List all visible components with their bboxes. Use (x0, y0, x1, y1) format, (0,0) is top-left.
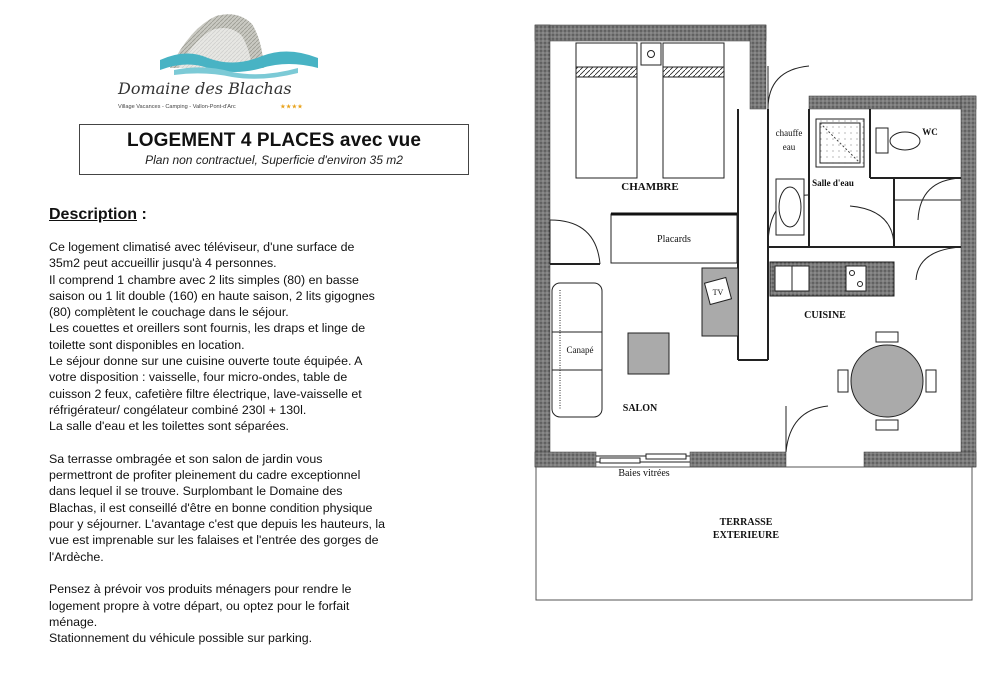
description-line: 35m2 peut accueillir jusqu'à 4 personnes. (49, 256, 277, 271)
description-line: toilette sont disponibles en location. (49, 337, 245, 352)
logo-brand-text: Domaine des Blachas (118, 79, 292, 98)
baies-vitrees (596, 454, 690, 463)
label-eau: eau (782, 142, 796, 152)
label-canape: Canapé (566, 345, 594, 355)
description-line: dans lequel il se trouve. Surplombant le Domaine des (49, 484, 343, 499)
label-wc: WC (922, 127, 938, 137)
label-salon: SALON (622, 403, 658, 414)
description-line: Stationnement du véhicule possible sur parking. (49, 631, 313, 646)
coffee-table (628, 333, 669, 374)
label-baies: Baies vitrées (618, 468, 670, 479)
label-salle-eau: Salle d'eau (812, 178, 854, 188)
dining-table (838, 332, 936, 430)
description-heading-label: Description (49, 206, 138, 223)
description-line: Ce logement climatisé avec téléviseur, d'une surface de (49, 240, 355, 254)
page-subtitle: Plan non contractuel, Superficie d'environ 35 m2 (145, 153, 403, 167)
description-heading-colon: : (137, 206, 147, 223)
shower (816, 119, 864, 167)
description-line: vue est imprenable sur les falaises et l'entrée des gorges de (49, 533, 379, 548)
description-line: votre disposition : vaisselle, four micro-ondes, table de (49, 370, 348, 385)
label-terrasse: TERRASSE (719, 517, 773, 528)
logo-tagline-text: Village Vacances - Camping - Vallon-Pont-d'Arc (118, 104, 236, 110)
description-heading (49, 206, 147, 224)
description-line: (80) complètent le couchage dans le séjour. (49, 305, 289, 320)
bed-right (663, 43, 724, 178)
description-line: l'Ardèche. (49, 549, 104, 564)
toilet (876, 128, 920, 153)
floor-plan (500, 10, 990, 610)
label-cuisine: CUISINE (804, 310, 846, 321)
label-chauffe: chauffe (775, 128, 803, 138)
description-line: saison ou 1 lit double (160) en haute saison, 2 lits gigognes (49, 288, 375, 303)
paragraph-gap (49, 565, 459, 581)
label-placards: Placards (657, 234, 691, 245)
description-line: Le séjour donne sur une cuisine ouverte toute équipée. A (49, 354, 363, 369)
description-line: logement propre à votre départ, ou optez pour le forfait (49, 598, 350, 613)
description-line: Sa terrasse ombragée et son salon de jardin vous (49, 451, 323, 466)
description-line: Pensez à prévoir vos produits ménagers pour rendre le (49, 582, 352, 597)
description-line: permettront de profiter pleinement du cadre exceptionnel (49, 468, 361, 483)
description-line: cuisson 2 feux, cafetière filtre électrique, lave-vaisselle et (49, 386, 362, 401)
logo-stars: ★★★★ (280, 102, 303, 111)
description-line: ménage. (49, 614, 98, 629)
kitchen-counter (770, 262, 894, 296)
bed-left (576, 43, 637, 178)
domaine-logo (112, 10, 348, 114)
description-line: Blachas, il est conseillé d'être en bonne condition physique (49, 500, 373, 515)
washbasin (776, 179, 804, 235)
description-line: La salle d'eau et les toilettes sont séparées. (49, 419, 290, 434)
description-line: Les couettes et oreillers sont fournis, les draps et linge de (49, 321, 366, 336)
label-exterieure: EXTERIEURE (712, 530, 780, 541)
description-line: Il comprend 1 chambre avec 2 lits simples (80) en basse (49, 272, 359, 287)
title-box (79, 124, 469, 175)
page-title: LOGEMENT 4 PLACES avec vue (126, 130, 422, 151)
description-body (49, 239, 459, 646)
label-chambre: CHAMBRE (621, 181, 679, 193)
paragraph-gap (49, 435, 459, 451)
description-line: réfrigérateur/ congélateur combiné 230l + 130l. (49, 402, 307, 417)
label-tv: TV (712, 288, 724, 297)
tv-unit (702, 268, 738, 336)
nightstand (641, 43, 661, 65)
description-line: pour y séjourner. L'avantage c'est que depuis les hauteurs, la (49, 517, 386, 532)
